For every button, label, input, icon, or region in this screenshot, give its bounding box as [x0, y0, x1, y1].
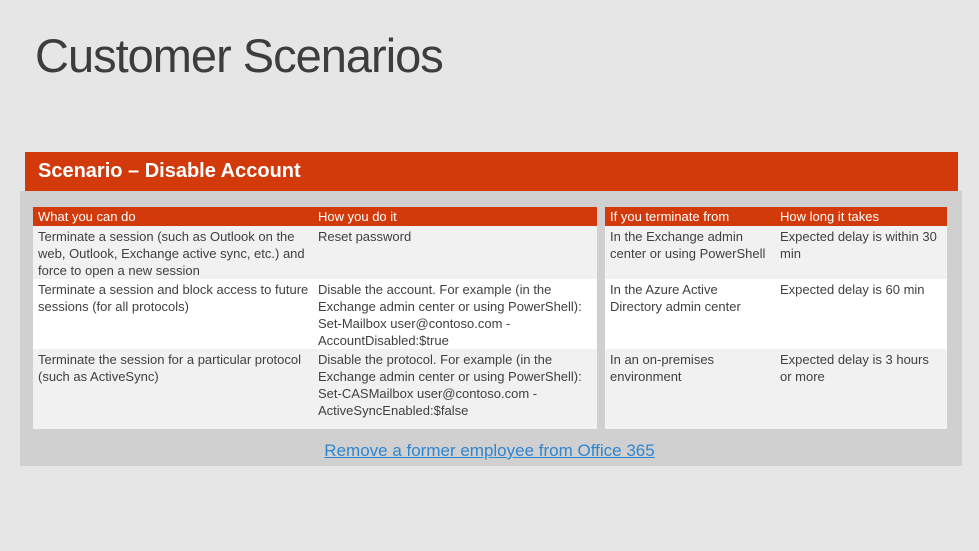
table-cell: In an on-premises environment: [610, 352, 715, 384]
table-row: [605, 226, 947, 279]
table-cell: Expected delay is within 30 min: [780, 229, 937, 261]
table-row: [33, 349, 597, 429]
scenario-banner-label: Scenario – Disable Account: [38, 160, 301, 182]
actions-table: [33, 207, 597, 429]
table-cell: Expected delay is 60 min: [780, 282, 925, 297]
delays-table: [605, 207, 947, 429]
table-cell: Terminate the session for a particular protocol (such as ActiveSync): [38, 352, 302, 384]
table-row: [605, 349, 947, 429]
table-row: [33, 279, 597, 349]
delays-table-header-row: [605, 207, 947, 226]
table-cell: Disable the protocol. For example (in the Exchange admin center or using PowerShell): Set-CASMailbox user@contoso.com -ActiveSyncEnabled:$false: [318, 352, 582, 418]
table-row: [33, 226, 597, 279]
table-cell: In the Exchange admin center or using PowerShell: [610, 229, 766, 261]
table-cell: Disable the account. For example (in the Exchange admin center or using PowerShell): Set-Mailbox user@contoso.com -AccountDisabled:$true: [318, 282, 582, 348]
column-header: If you terminate from: [610, 209, 730, 224]
column-header: What you can do: [38, 209, 136, 224]
page-title: Customer Scenarios: [35, 29, 443, 82]
column-header: How long it takes: [780, 209, 879, 224]
table-cell: Expected delay is 3 hours or more: [780, 352, 929, 384]
table-cell: Terminate a session (such as Outlook on the web, Outlook, Exchange active sync, etc.) and force to open a new session: [38, 229, 305, 278]
column-header: How you do it: [318, 209, 397, 224]
scenario-banner: [25, 152, 958, 191]
table-cell: Terminate a session and block access to future sessions (for all protocols): [38, 282, 309, 314]
footer-link-container: [0, 441, 979, 461]
table-row: [605, 279, 947, 349]
remove-employee-link[interactable]: Remove a former employee from Office 365: [324, 441, 655, 460]
actions-table-header-row: [33, 207, 597, 226]
table-cell: In the Azure Active Directory admin center: [610, 282, 741, 314]
table-cell: Reset password: [318, 229, 412, 244]
